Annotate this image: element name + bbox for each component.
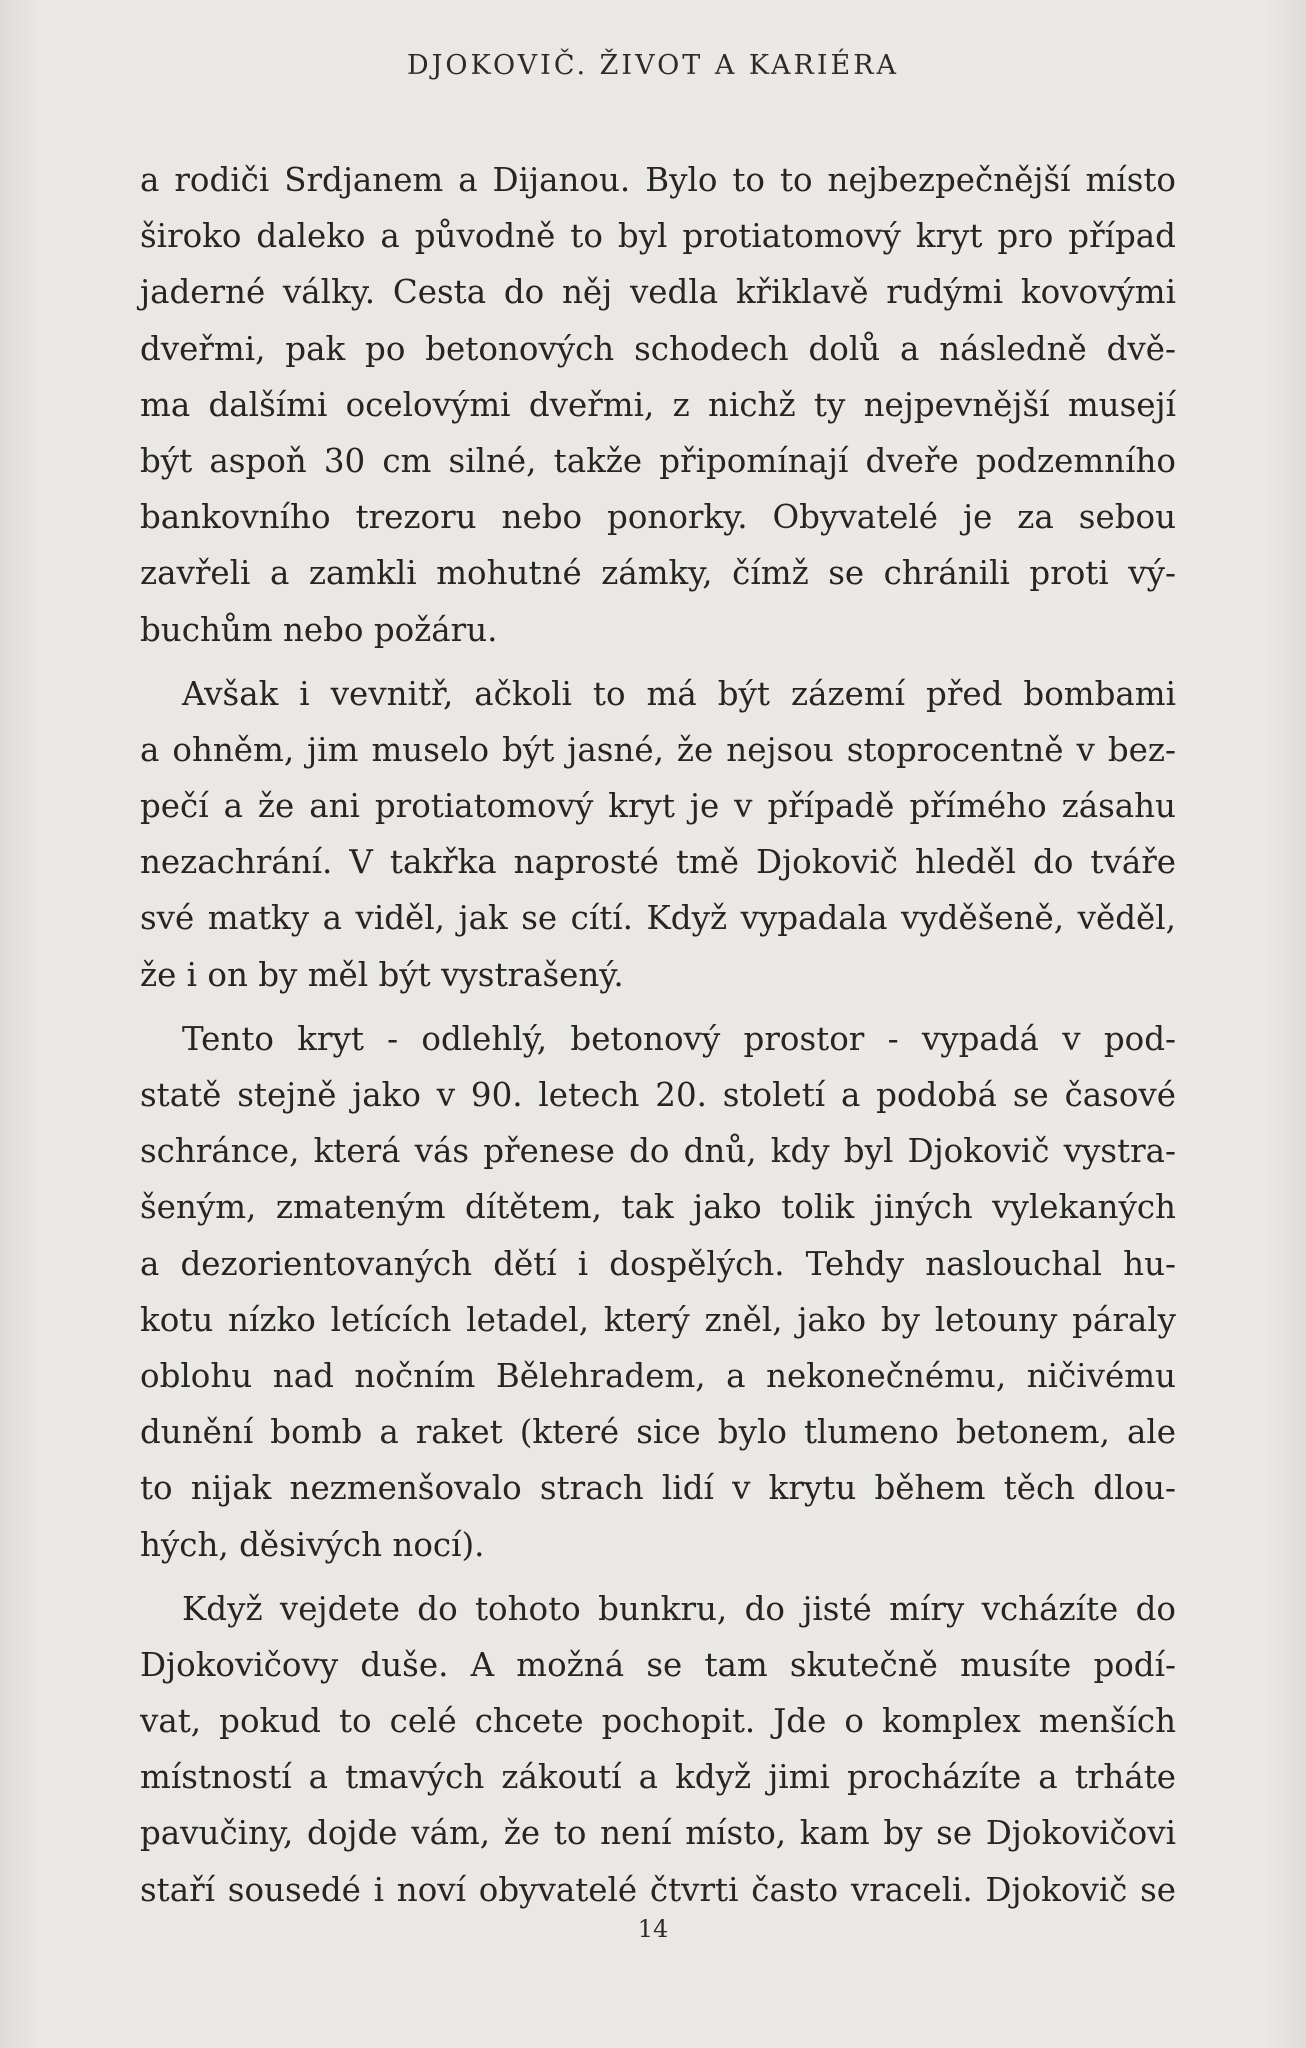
text-line: bankovního trezoru nebo ponorky. Obyvatelé je za sebou: [140, 498, 1176, 537]
body-text: [140, 152, 1176, 1918]
text-line: pavučiny, dojde vám, že to není místo, kam by se Djokovičovi: [140, 1814, 1176, 1853]
text-line: kotu nízko letících letadel, který zněl, jako by letouny páraly: [140, 1300, 1176, 1339]
text-line: statě stejně jako v 90. letech 20. století a podobá se časové: [140, 1076, 1176, 1114]
text-line: šeným, zmateným dítětem, tak jako tolik jiných vylekaných: [140, 1188, 1176, 1227]
text-line: oblohu nad nočním Bělehradem, a nekonečnému, ničivému: [140, 1356, 1176, 1395]
text-line: zavřeli a zamkli mohutné zámky, čímž se chránili proti vý-: [140, 554, 1176, 593]
paragraph-gap: [140, 1573, 1176, 1581]
text-line: schránce, která vás přenese do dnů, kdy byl Djokovič vystra-: [140, 1132, 1176, 1171]
text-line: to nijak nezmenšovalo strach lidí v krytu během těch dlou-: [140, 1469, 1176, 1508]
text-line: dveřmi, pak po betonových schodech dolů a následně dvě-: [140, 329, 1176, 368]
page-number: 14: [637, 1915, 669, 1943]
text-line: hých, děsivých nocí).: [140, 1525, 485, 1564]
text-line: pečí a že ani protiatomový kryt je v případě přímého zásahu: [140, 787, 1176, 826]
text-line: vat, pokud to celé chcete pochopit. Jde o komplex menších: [140, 1702, 1176, 1741]
text-line: Když vejdete do tohoto bunkru, do jisté míry vcházíte do: [182, 1589, 1176, 1628]
paragraph-gap: [140, 658, 1176, 666]
text-line: a ohněm, jim muselo být jasné, že nejsou stoprocentně v bez-: [140, 730, 1176, 769]
text-line: být aspoň 30 cm silné, takže připomínají dveře podzemního: [140, 441, 1176, 480]
text-line: dunění bomb a raket (které sice bylo tlumeno betonem, ale: [140, 1413, 1176, 1452]
paragraph-gap: [140, 1003, 1176, 1011]
text-line: že i on by měl být vystrašený.: [140, 955, 624, 994]
text-line: Tento kryt - odlehlý, betonový prostor - vypadá v pod-: [182, 1019, 1176, 1058]
text-line: buchům nebo požáru.: [140, 610, 498, 649]
text-line: a dezorientovaných dětí i dospělých. Tehdy naslouchal hu-: [140, 1244, 1176, 1283]
paragraph: [140, 152, 1176, 658]
text-line: staří sousedé i noví obyvatelé čtvrti často vraceli. Djokovič se: [140, 1870, 1176, 1909]
paragraph: [140, 666, 1176, 1003]
running-head: DJOKOVIČ. ŽIVOT A KARIÉRA: [406, 50, 900, 81]
text-line: ma dalšími ocelovými dveřmi, z nichž ty nejpevnější musejí: [140, 385, 1176, 424]
text-line: své matky a viděl, jak se cítí. Když vypadala vyděšeně, věděl,: [140, 899, 1176, 938]
text-line: široko daleko a původně to byl protiatomový kryt pro případ: [140, 217, 1176, 256]
text-line: místností a tmavých zákoutí a když jimi procházíte a trháte: [140, 1758, 1176, 1797]
text-line: nezachrání. V takřka naprosté tmě Djokovič hleděl do tváře: [140, 843, 1176, 882]
text-line: Djokovičovy duše. A možná se tam skutečně musíte podí-: [140, 1645, 1176, 1684]
text-line: a rodiči Srdjanem a Dijanou. Bylo to to nejbezpečnější místo: [140, 161, 1176, 199]
text-line: Avšak i vevnitř, ačkoli to má být zázemí před bombami: [182, 674, 1176, 713]
paragraph: [140, 1011, 1176, 1573]
text-line: jaderné války. Cesta do něj vedla křiklavě rudými kovovými: [140, 273, 1176, 312]
paragraph: [140, 1581, 1176, 1918]
